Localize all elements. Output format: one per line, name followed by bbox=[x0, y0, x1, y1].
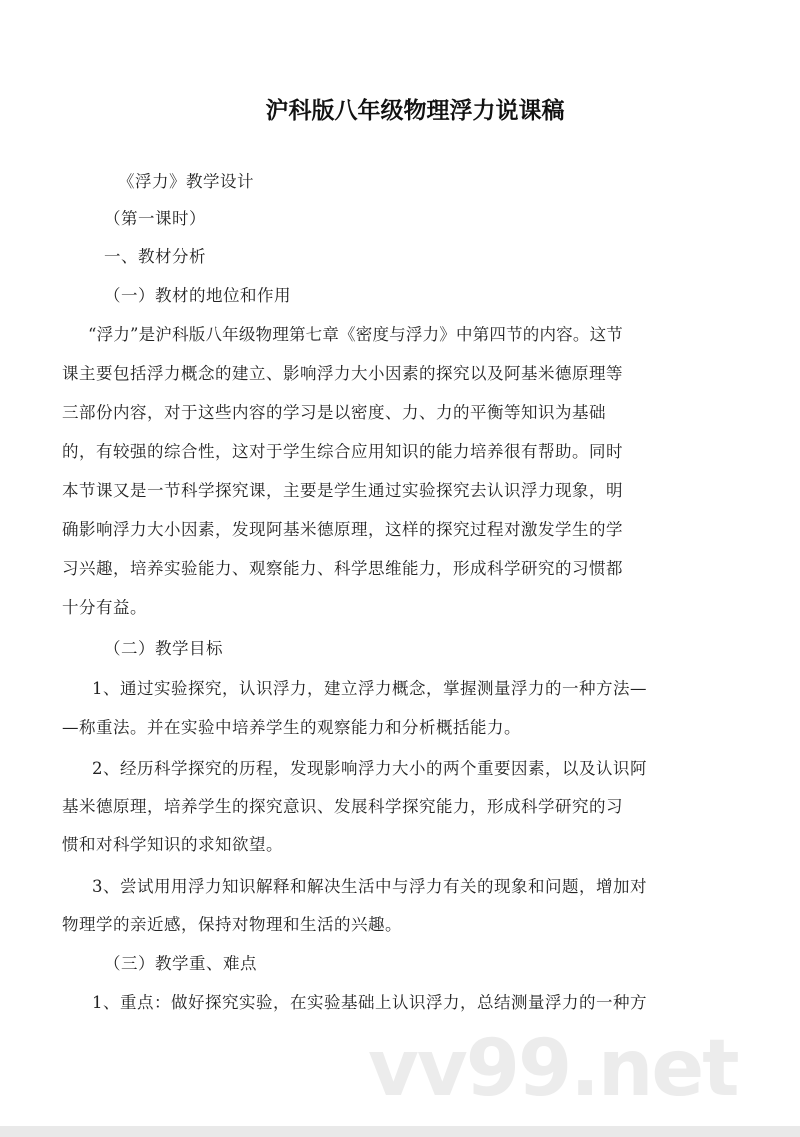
lesson-label: （第一课时） bbox=[104, 209, 206, 228]
watermark: vv99.net bbox=[368, 1024, 738, 1114]
paragraph-line: 惯和对科学知识的求知欲望。 bbox=[62, 835, 283, 854]
paragraph-line: 课主要包括浮力概念的建立、影响浮力大小因素的探究以及阿基米德原理等 bbox=[62, 364, 623, 383]
document-title: 沪科版八年级物理浮力说课稿 bbox=[265, 98, 565, 124]
subsection-heading: （二）教学目标 bbox=[104, 639, 223, 658]
paragraph-line: 物理学的亲近感，保持对物理和生活的兴趣。 bbox=[62, 915, 402, 934]
subsection-heading: （三）教学重、难点 bbox=[104, 954, 257, 973]
paragraph-line: 习兴趣，培养实验能力、观察能力、科学思维能力，形成科学研究的习惯都 bbox=[62, 559, 623, 578]
paragraph-line: 本节课又是一节科学探究课，主要是学生通过实验探究去认识浮力现象，明 bbox=[62, 481, 623, 500]
paragraph-line: 三部份内容，对于这些内容的学习是以密度、力、力的平衡等知识为基础 bbox=[62, 403, 606, 422]
paragraph-line: 确影响浮力大小因素，发现阿基米德原理，这样的探究过程对激发学生的学 bbox=[62, 520, 623, 539]
paragraph-line: 基米德原理，培养学生的探究意识、发展科学探究能力，形成科学研究的习 bbox=[62, 797, 623, 816]
section-heading: 一、教材分析 bbox=[104, 247, 206, 266]
paragraph-line: 的，有较强的综合性，这对于学生综合应用知识的能力培养很有帮助。同时 bbox=[62, 442, 623, 461]
paragraph-line: 2、经历科学探究的历程，发现影响浮力大小的两个重要因素，以及认识阿 bbox=[92, 759, 647, 778]
paragraph-line: 1、通过实验探究，认识浮力，建立浮力概念，掌握测量浮力的一种方法— bbox=[92, 679, 647, 698]
subtitle: 《浮力》教学设计 bbox=[118, 172, 254, 191]
subsection-heading: （一）教材的地位和作用 bbox=[104, 286, 291, 305]
paragraph-line: 3、尝试用用浮力知识解释和解决生活中与浮力有关的现象和问题，增加对 bbox=[92, 877, 647, 896]
paragraph-line: “浮力”是沪科版八年级物理第七章《密度与浮力》中第四节的内容。这节 bbox=[88, 325, 623, 344]
paragraph-line: 十分有益。 bbox=[62, 598, 147, 617]
paragraph-line: 1、重点：做好探究实验，在实验基础上认识浮力，总结测量浮力的一种方 bbox=[92, 993, 647, 1012]
paragraph-line: —称重法。并在实验中培养学生的观察能力和分析概括能力。 bbox=[62, 718, 521, 737]
